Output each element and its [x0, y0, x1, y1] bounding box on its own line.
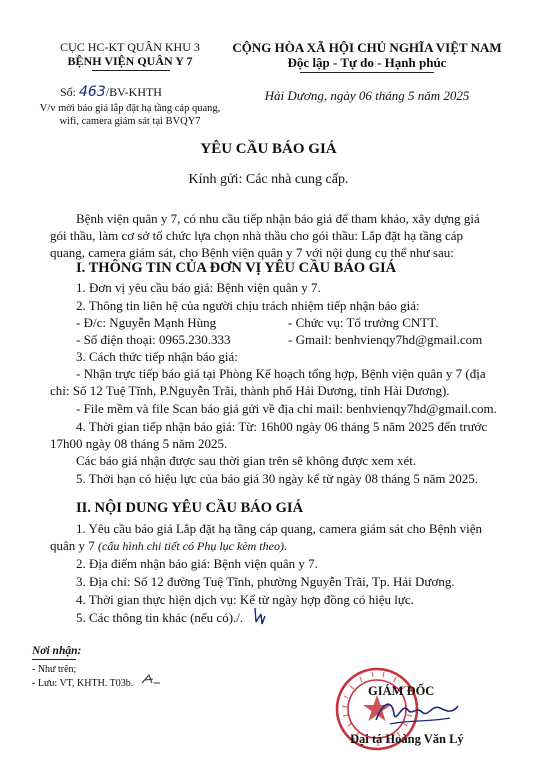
- agency-name: BỆNH VIỆN QUÂN Y 7: [67, 54, 193, 68]
- doc-number-handwritten: 463: [79, 84, 106, 100]
- handwritten-signature-icon: [372, 694, 462, 730]
- signer-name: Đại tá Hoàng Văn Lý: [350, 732, 464, 746]
- recipients-label: Nơi nhận:: [32, 645, 82, 657]
- section-2-item-3: 3. Địa chỉ: Số 12 đường Tuệ Tĩnh, phường Nguyễn Trãi, Tp. Hải Dương.: [76, 574, 455, 589]
- section-1-item-4b: 17h00 ngày 08 tháng 5 năm 2025.: [50, 436, 228, 451]
- section-1-item-4c: Các báo giá nhận được sau thời gian trên sẽ không được xem xét.: [76, 453, 417, 468]
- doc-number-label: Số:: [60, 85, 77, 99]
- contact-email: - Gmail: benhvienqy7hd@gmail.com: [288, 332, 483, 347]
- section-2-heading: II. NỘI DUNG YÊU CẦU BÁO GIÁ: [76, 500, 304, 516]
- recipient-1: - Như trên;: [32, 664, 77, 675]
- greeting: Kính gửi: Các nhà cung cấp.: [188, 172, 349, 187]
- recipient-2: - Lưu: VT, KHTH. T03b.: [32, 678, 134, 689]
- section-1-item-1: 1. Đơn vị yêu cầu báo giá: Bệnh viện quân y 7.: [76, 280, 321, 295]
- agency-parent: CỤC HC-KT QUÂN KHU 3: [60, 40, 200, 54]
- section-1-item-3: 3. Cách thức tiếp nhận báo giá:: [76, 349, 238, 364]
- section-1-heading: I. THÔNG TIN CỦA ĐƠN VỊ YÊU CẦU BÁO GIÁ: [76, 260, 397, 276]
- motto-underline: [300, 72, 434, 73]
- section-2-item-4: 4. Thời gian thực hiện dịch vụ: Kể từ ngày hợp đồng có hiệu lực.: [76, 592, 414, 607]
- subject-block: [30, 102, 230, 128]
- initials-mark-icon: [140, 672, 162, 686]
- contact-name: - Đ/c: Nguyễn Mạnh Hùng: [76, 315, 217, 330]
- section-2-item-1a: 1. Yêu cầu báo giá Lắp đặt hạ tầng cáp quang, camera giám sát cho Bệnh viện: [76, 521, 482, 536]
- section-1-item-4a: 4. Thời gian tiếp nhận báo giá: Từ: 16h00 ngày 06 tháng 5 năm 2025 đến trước: [76, 419, 488, 434]
- doc-number: [60, 84, 162, 100]
- recipients-underline: [32, 659, 76, 660]
- section-2-item-1b: [50, 537, 287, 555]
- subject-line-1: V/v mời báo giá lắp đặt hạ tầng cáp quang,: [39, 103, 221, 114]
- doc-number-suffix: /BV-KHTH: [105, 85, 162, 99]
- intro-line-3: quang, camera giám sát, cho Bệnh viện quân y 7 với nội dung cụ thể như sau:: [50, 245, 454, 260]
- section-2-item-5: 5. Các thông tin khác (nếu có)./.: [76, 610, 244, 625]
- agency-underline: [92, 70, 170, 71]
- intro-line-1: Bệnh viện quân y 7, có nhu cầu tiếp nhận báo giá để tham khảo, xây dựng giá: [76, 211, 480, 226]
- section-1-item-2: 2. Thông tin liên hệ của người chịu trách nhiệm tiếp nhận báo giá:: [76, 298, 420, 313]
- section-2-item-1b-text: quân y 7: [50, 538, 99, 553]
- contact-role: - Chức vụ: Tổ trưởng CNTT.: [288, 315, 439, 330]
- intro-line-2: gói thầu, làm cơ sở tổ chức lựa chọn nhà thầu cho gói thầu: Lắp đặt hạ tầng cáp: [50, 228, 464, 243]
- subject-line-2: wifi, camera giám sát tại BVQY7: [59, 116, 201, 127]
- document-title: YÊU CẦU BÁO GIÁ: [200, 141, 337, 157]
- submission-method-2: - File mềm và file Scan báo giá gửi về địa chỉ mail: benhvienqy7hd@gmail.com.: [76, 401, 497, 416]
- national-motto: Độc lập - Tự do - Hạnh phúc: [287, 55, 447, 70]
- submission-method-1b: chỉ: Số 12 Tuệ Tĩnh, P.Nguyễn Trãi, thành phố Hải Dương, tỉnh Hải Dương).: [50, 383, 450, 398]
- section-2-item-2: 2. Địa điểm nhận báo giá: Bệnh viện quân y 7.: [76, 556, 318, 571]
- section-1-item-5: 5. Thời hạn có hiệu lực của báo giá 30 ngày kể từ ngày 08 tháng 5 năm 2025.: [76, 471, 478, 486]
- initial-mark-icon: [252, 604, 268, 626]
- national-title: CỘNG HÒA XÃ HỘI CHỦ NGHĨA VIỆT NAM: [232, 40, 502, 55]
- contact-phone: - Số điện thoại: 0965.230.333: [76, 332, 231, 347]
- signer-title: GIÁM ĐỐC: [368, 684, 435, 698]
- document-date: Hải Dương, ngày 06 tháng 5 năm 2025: [264, 88, 470, 103]
- submission-method-1a: - Nhận trực tiếp báo giá tại Phòng Kế hoạch tổng hợp, Bệnh viện quân y 7 (địa: [76, 366, 486, 381]
- section-2-item-1-note: (cấu hình chi tiết có Phụ lục kèm theo).: [98, 539, 287, 553]
